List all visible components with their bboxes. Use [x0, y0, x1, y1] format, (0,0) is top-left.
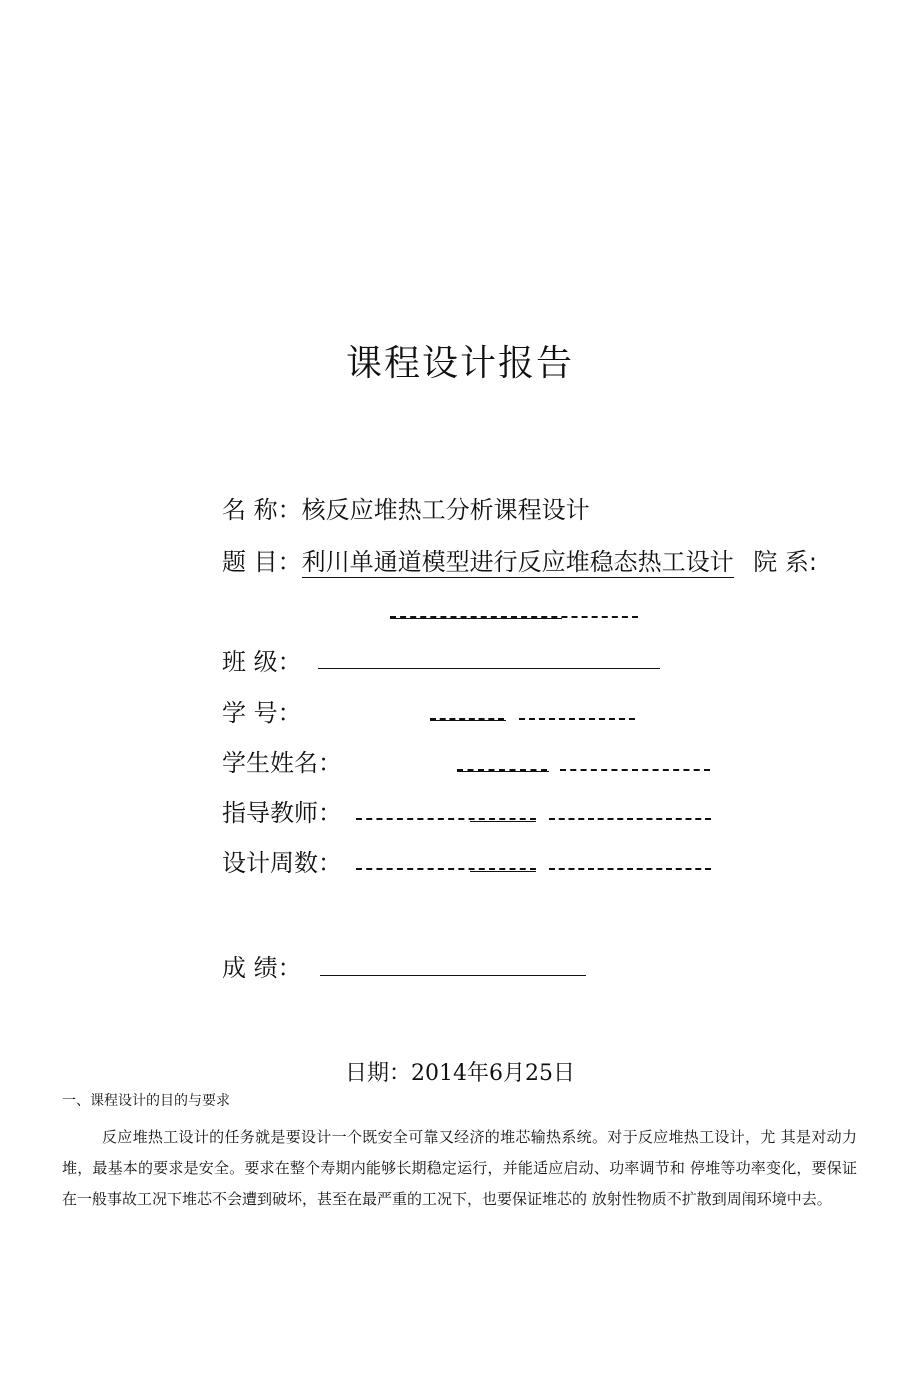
student-id-blank: [430, 708, 635, 727]
student-name-dash-b: [560, 769, 710, 771]
name-row: [222, 494, 590, 526]
weeks-dash-b: [549, 868, 711, 870]
topic-label: 题 目：: [222, 548, 302, 576]
class-blank: [318, 668, 660, 669]
student-name-underline: [457, 771, 549, 772]
grade-label: 成 绩：: [222, 954, 302, 982]
weeks-label: 设计周数：: [222, 849, 342, 877]
weeks-row: [222, 847, 342, 879]
weeks-dash-a: [356, 868, 536, 870]
student-id-row: [222, 697, 302, 729]
topic-row: [222, 546, 817, 578]
advisor-row: [222, 797, 342, 829]
student-name-label: 学生姓名：: [222, 749, 342, 777]
class-label: 班 级：: [222, 648, 302, 676]
advisor-dash-a: [356, 818, 536, 820]
dept-blank: [390, 606, 640, 625]
date-label: 日期：: [345, 1061, 412, 1086]
dept-underline: [390, 618, 562, 619]
grade-row: [222, 952, 302, 984]
name-label: 名 称：: [222, 496, 302, 524]
date-value: 2014年6月25日: [411, 1061, 575, 1086]
class-row: [222, 646, 302, 678]
name-value: 核反应堆热工分析课程设计: [301, 496, 590, 524]
section-heading: 一、课程设计的目的与要求: [62, 1093, 230, 1109]
section-paragraph: 反应堆热工设计的任务就是要设计一个既安全可靠又经济的堆芯输热系统。对于反应堆热工设计，尤 其是对动力堆，最基本的要求是安全。要求在整个寿期内能够长期稳定运行，并能适应启动、功率调节和 停堆等功率变化，要保证在一般事故工况下堆芯不会遭到破坏，甚至在最严重的工况下，也要保证堆芯的 放射性物质不扩散到周闱环境中去。: [62, 1128, 857, 1208]
advisor-underline: [470, 821, 536, 822]
topic-value: 利川单通道模型进行反应堆稳态热工设计: [301, 548, 734, 576]
dept-label: 院 系:: [753, 548, 817, 576]
student-id-label: 学 号：: [222, 699, 302, 727]
weeks-blank: [356, 858, 711, 877]
weeks-underline: [470, 871, 536, 872]
student-name-row: [222, 747, 342, 779]
student-id-underline: [430, 720, 506, 721]
advisor-blank: [356, 808, 711, 827]
advisor-dash-b: [549, 818, 711, 820]
advisor-label: 指导教师：: [222, 799, 342, 827]
student-id-dash-b: [519, 718, 635, 720]
date-line: [0, 1056, 920, 1087]
report-title: 课程设计报告: [345, 343, 574, 384]
grade-blank: [320, 975, 586, 976]
student-name-blank: [457, 759, 710, 778]
